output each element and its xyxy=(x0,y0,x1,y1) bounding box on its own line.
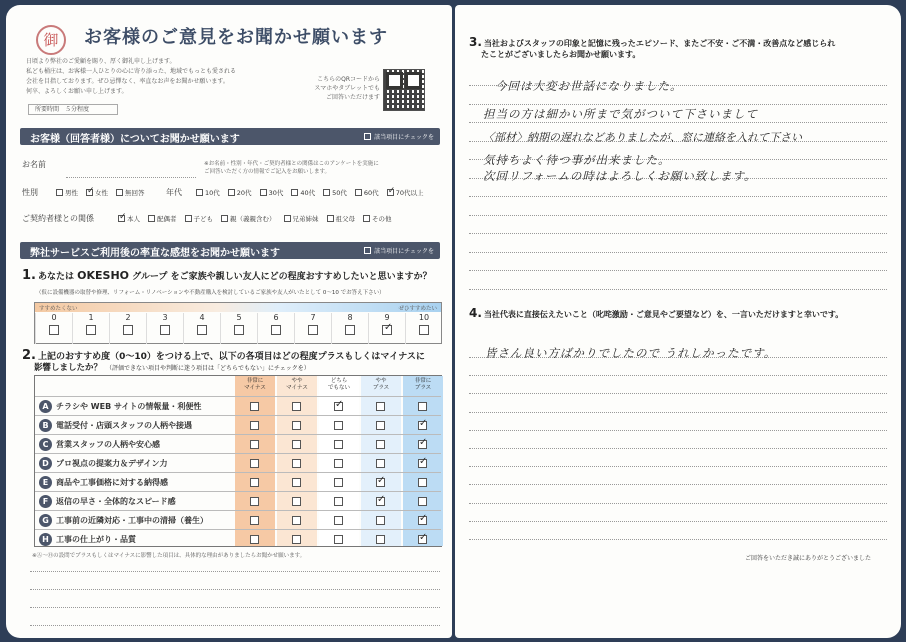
question-3: 3. 当社およびスタッフの印象と記憶に残ったエピソード、またご不安・ご不満・改善点など感じられ たことがございましたらお聞かせ願います。 xyxy=(469,35,836,59)
grid-column-header: 非常に プラス xyxy=(414,378,432,391)
answer-line[interactable] xyxy=(469,104,887,105)
question-1: 1. あなたは OKESHO グループ をご家族や親しい友人にどの程度おすすめしたいと思いますか？ xyxy=(22,268,432,283)
age-options xyxy=(196,186,431,198)
grid-row-B xyxy=(35,415,441,434)
scale-option-1[interactable] xyxy=(72,313,109,344)
grid-checkbox[interactable] xyxy=(334,535,343,544)
grid-item-label xyxy=(39,492,176,511)
scale-checkbox[interactable] xyxy=(123,325,133,335)
grid-row-H xyxy=(35,529,441,548)
item-text: 電話受付・店頭スタッフの人柄や接遇 xyxy=(56,421,192,430)
section-impression-header: 弊社サービスご利用後の率直な感想をお聞かせ願います 該当項目にチェックを xyxy=(20,242,440,259)
scale-checkbox[interactable] xyxy=(234,325,244,335)
answer-line[interactable] xyxy=(469,196,887,197)
scale-low-label: すすめたくない xyxy=(39,306,78,312)
item-text: 返信の早さ・全体的なスピード感 xyxy=(56,497,176,506)
grid-checkbox[interactable] xyxy=(250,459,259,468)
company-seal: 御 xyxy=(36,25,66,55)
grid-checkbox[interactable] xyxy=(418,459,427,468)
grid-row-G xyxy=(35,510,441,529)
grid-checkbox[interactable] xyxy=(418,440,427,449)
answer-line[interactable] xyxy=(469,412,887,413)
answer-line[interactable] xyxy=(469,289,887,290)
grid-row-E xyxy=(35,472,441,491)
item-text: プロ視点の提案力＆デザイン力 xyxy=(56,459,168,468)
q3-answer-line-2: 担当の方は細かい所まで気がついて下さいまして xyxy=(483,107,758,121)
scale-number: 5 xyxy=(236,313,242,322)
grid-checkbox[interactable] xyxy=(250,497,259,506)
grid-checkbox[interactable] xyxy=(418,497,427,506)
grid-row-A xyxy=(35,396,441,415)
relation-parent[interactable]: 親（義親含む） xyxy=(221,214,276,223)
time-required: 所要時間 ５分程度 xyxy=(28,104,118,115)
scale-checkbox[interactable] xyxy=(419,325,429,335)
scale-number: 0 xyxy=(51,313,57,322)
scale-checkbox[interactable] xyxy=(160,325,170,335)
grid-item-label xyxy=(39,511,208,530)
grid-checkbox[interactable] xyxy=(334,478,343,487)
scale-checkbox[interactable] xyxy=(49,325,59,335)
relation-label: ご契約者様との関係 xyxy=(22,214,94,223)
grid-item-label xyxy=(39,530,136,549)
grid-checkbox[interactable] xyxy=(250,478,259,487)
grid-checkbox[interactable] xyxy=(292,421,301,430)
answer-line[interactable] xyxy=(469,215,887,216)
answer-line[interactable] xyxy=(469,430,887,431)
q3-answer-line-5: 次回リフォームの時はよろしくお願い致します。 xyxy=(483,169,757,183)
item-letter-badge: F xyxy=(39,495,52,508)
scale-option-3[interactable] xyxy=(146,313,183,344)
grid-column-header: 非常に マイナス xyxy=(244,378,266,391)
gender-male[interactable]: 男性 xyxy=(56,188,78,197)
qr-caption: こちらのQRコードから スマホやタブレットでも ご回答いただけます xyxy=(314,76,380,101)
grid-checkbox[interactable] xyxy=(334,497,343,506)
age-60s[interactable]: 60代 xyxy=(355,188,379,197)
grid-item-label xyxy=(39,454,167,473)
scale-checkbox[interactable] xyxy=(271,325,281,335)
grid-checkbox[interactable] xyxy=(292,478,301,487)
survey-left-page xyxy=(6,5,452,638)
answer-line[interactable] xyxy=(469,122,887,123)
grid-checkbox[interactable] xyxy=(250,421,259,430)
grid-checkbox[interactable] xyxy=(376,478,385,487)
grid-checkbox[interactable] xyxy=(250,535,259,544)
reason-line-2[interactable] xyxy=(30,589,440,590)
grid-item-label xyxy=(39,397,201,416)
relation-grandparent[interactable]: 祖父母 xyxy=(327,214,356,223)
item-letter-badge: G xyxy=(39,514,52,527)
section-respondent-header: お客様（回答者様）についてお聞かせ願います 該当項目にチェックを xyxy=(20,128,440,145)
grid-row-F xyxy=(35,491,441,510)
relation-spouse[interactable]: 配偶者 xyxy=(148,214,177,223)
grid-column-header: やや プラス xyxy=(372,378,390,391)
answer-line[interactable] xyxy=(469,503,887,504)
item-letter-badge: B xyxy=(39,419,52,432)
grid-item-label xyxy=(39,416,192,435)
scale-option-4[interactable] xyxy=(183,313,220,344)
item-text: 営業スタッフの人柄や安心感 xyxy=(56,440,160,449)
scale-gradient xyxy=(35,303,441,312)
item-letter-badge: C xyxy=(39,438,52,451)
age-40s[interactable]: 40代 xyxy=(291,188,315,197)
item-text: チラシや WEB サイトの情報量・利便性 xyxy=(56,402,202,411)
respondent-note: ※お名前・性別・年代・ご契約者様との関係はこのアンケートを実施に ご回答いただく方の情報でご記入をお願いします。 xyxy=(204,161,379,175)
relation-options xyxy=(118,212,400,224)
page-title: お客様のご意見をお聞かせ願います xyxy=(84,27,388,48)
grid-item-label xyxy=(39,473,168,492)
question-2: 2. 上記のおすすめ度（0〜10）をつける上で、以下の各項目はどの程度プラスもしくはマイナスに xyxy=(22,348,425,363)
grid-checkbox[interactable] xyxy=(418,516,427,525)
grid-row-C xyxy=(35,434,441,453)
q4-answer: 皆さん良い方ばかりでしたので うれしかったです。 xyxy=(485,346,777,360)
scale-high-label: ぜひすすめたい xyxy=(398,306,437,312)
impact-grid xyxy=(34,375,442,547)
question-4: 4. 当社代表に直接伝えたいこと（叱咤激励・ご意見やご要望など）を、一言いただけますと幸いです。 xyxy=(469,306,844,320)
recommend-scale xyxy=(34,302,442,344)
scale-checkbox[interactable] xyxy=(86,325,96,335)
grid-checkbox[interactable] xyxy=(376,440,385,449)
scale-checkbox[interactable] xyxy=(345,325,355,335)
name-field[interactable] xyxy=(66,177,196,178)
grid-checkbox[interactable] xyxy=(292,402,301,411)
reason-note: ※Ⓐ〜Ⓗの設問でプラスもしくはマイナスに影響した項目は、具体的な理由がありましたらお聞かせ願います。 xyxy=(32,553,306,559)
relation-other[interactable]: その他 xyxy=(363,214,392,223)
reason-line-4[interactable] xyxy=(30,625,440,626)
scale-option-0[interactable] xyxy=(35,313,72,344)
answer-line[interactable] xyxy=(469,252,887,253)
scale-option-5[interactable] xyxy=(220,313,257,344)
grid-row-D xyxy=(35,453,441,472)
gender-female[interactable]: ✓ 女性 xyxy=(86,188,108,197)
q3-answer-line-1: 今回は大変お世話になりました。 xyxy=(495,79,683,93)
scale-option-10[interactable] xyxy=(405,313,442,344)
answer-line[interactable] xyxy=(469,233,887,234)
age-30s[interactable]: 30代 xyxy=(260,188,284,197)
scale-number: 2 xyxy=(125,313,131,322)
grid-checkbox[interactable] xyxy=(334,402,343,411)
scale-number: 1 xyxy=(88,313,94,322)
scale-checkbox[interactable] xyxy=(197,325,207,335)
relation-self[interactable]: ✓ 本人 xyxy=(118,214,140,223)
name-label: お名前 xyxy=(22,160,46,169)
scale-number: 7 xyxy=(310,313,316,322)
answer-line[interactable] xyxy=(469,375,887,376)
grid-checkbox[interactable] xyxy=(418,535,427,544)
grid-checkbox[interactable] xyxy=(292,459,301,468)
qr-code[interactable] xyxy=(383,69,425,111)
gender-label: 性別 xyxy=(22,188,38,197)
grid-column-header: やや マイナス xyxy=(286,378,308,391)
thanks-message: ご回答をいただき誠にありがとうございました xyxy=(745,555,872,562)
answer-line[interactable] xyxy=(469,466,887,467)
reason-line-1[interactable] xyxy=(30,571,440,572)
age-10s[interactable]: 10代 xyxy=(196,188,220,197)
q3-answer-line-4: 気持ちよく待つ事が出来ました。 xyxy=(483,153,671,167)
scale-checkbox[interactable] xyxy=(308,325,318,335)
grid-checkbox[interactable] xyxy=(376,497,385,506)
scale-number: 10 xyxy=(418,313,430,322)
scale-number: 8 xyxy=(347,313,353,322)
grid-checkbox[interactable] xyxy=(292,440,301,449)
grid-checkbox[interactable] xyxy=(334,421,343,430)
item-text: 工事の仕上がり・品質 xyxy=(56,535,136,544)
grid-checkbox[interactable] xyxy=(376,535,385,544)
relation-sibling[interactable]: 兄弟姉妹 xyxy=(284,214,319,223)
survey-right-page xyxy=(455,5,901,638)
scale-checkbox[interactable] xyxy=(382,325,392,335)
answer-line[interactable] xyxy=(469,539,887,540)
grid-checkbox[interactable] xyxy=(334,459,343,468)
item-letter-badge: E xyxy=(39,476,52,489)
grid-checkbox[interactable] xyxy=(334,440,343,449)
answer-line[interactable] xyxy=(469,521,887,522)
scale-number: 9 xyxy=(384,313,390,322)
scale-option-8[interactable] xyxy=(331,313,368,344)
age-50s[interactable]: 50代 xyxy=(323,188,347,197)
answer-line[interactable] xyxy=(469,270,887,271)
gender-options xyxy=(56,186,153,198)
scale-number: 6 xyxy=(273,313,279,322)
question-2-line2: 影響しましたか？ （評価できない項目や判断に迷う項目は「どちらでもない」にチェックを） xyxy=(34,363,310,373)
age-20s[interactable]: 20代 xyxy=(228,188,252,197)
scale-option-2[interactable] xyxy=(109,313,146,344)
grid-checkbox[interactable] xyxy=(250,402,259,411)
age-label: 年代 xyxy=(166,188,182,197)
grid-checkbox[interactable] xyxy=(250,516,259,525)
age-70s-plus[interactable]: ✓ 70代以上 xyxy=(387,188,424,197)
grid-checkbox[interactable] xyxy=(418,478,427,487)
item-text: 商品や工事価格に対する納得感 xyxy=(56,478,168,487)
item-letter-badge: H xyxy=(39,533,52,546)
gender-no-answer[interactable]: 無回答 xyxy=(116,188,145,197)
grid-checkbox[interactable] xyxy=(334,516,343,525)
scale-option-9[interactable] xyxy=(368,313,405,344)
scale-option-7[interactable] xyxy=(294,313,331,344)
grid-checkbox[interactable] xyxy=(376,421,385,430)
grid-item-label xyxy=(39,435,160,454)
answer-line[interactable] xyxy=(469,484,887,485)
question-1-note: （仮に設備機器の取替や修理、リフォーム・リノベーションや不動産購入を検討しているご家族や友人がいたとして 0〜10 でお答え下さい） xyxy=(36,290,385,296)
grid-checkbox[interactable] xyxy=(376,402,385,411)
item-text: 工事前の近隣対応・工事中の清掃（養生） xyxy=(56,516,208,525)
grid-checkbox[interactable] xyxy=(292,535,301,544)
grid-checkbox[interactable] xyxy=(376,516,385,525)
grid-checkbox[interactable] xyxy=(418,402,427,411)
answer-line[interactable] xyxy=(469,393,887,394)
scale-option-6[interactable] xyxy=(257,313,294,344)
answer-line[interactable] xyxy=(469,448,887,449)
relation-child[interactable]: 子ども xyxy=(185,214,214,223)
grid-checkbox[interactable] xyxy=(250,440,259,449)
scale-number: 3 xyxy=(162,313,168,322)
reason-line-3[interactable] xyxy=(30,607,440,608)
intro-text: 日頃より弊社のご愛顧を賜り、厚く御礼申し上げます。 私ども桶庄は、お客様一人ひとりの心に寄り添った、地域でもっとも愛される 会社を目指しております。ぜひ忌憚なく、率直なお声をお聞かせ願います。 何卒、よろしくお願い申し上げます。 xyxy=(26,58,237,95)
item-letter-badge: D xyxy=(39,457,52,470)
grid-checkbox[interactable] xyxy=(418,421,427,430)
grid-checkbox[interactable] xyxy=(292,516,301,525)
grid-column-header: どちら でもない xyxy=(327,378,350,391)
item-letter-badge: A xyxy=(39,400,52,413)
q3-answer-line-3: 〈部材〉納期の遅れなどありましたが、窓に連絡を入れて下さい xyxy=(483,131,802,144)
grid-checkbox[interactable] xyxy=(376,459,385,468)
grid-checkbox[interactable] xyxy=(292,497,301,506)
scale-number: 4 xyxy=(199,313,205,322)
